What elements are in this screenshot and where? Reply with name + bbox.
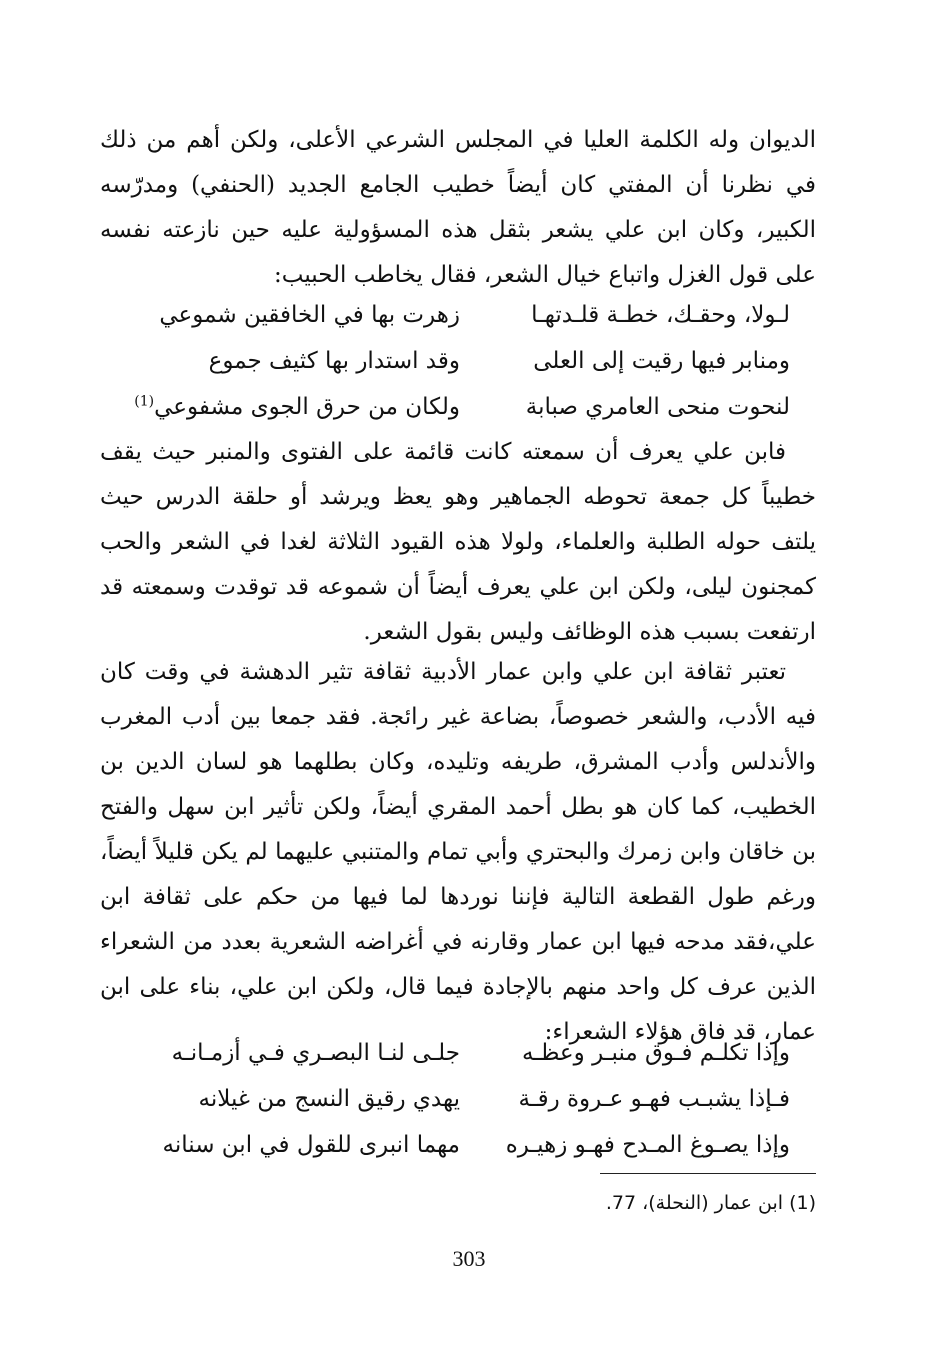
footnote-text: ابن عمار (النحلة)، 77. <box>605 1192 784 1214</box>
verse-first-hemistich: ومنابر فيها رقيت إلى العلى <box>533 348 790 374</box>
verse-second-hemistich: مهما انبرى للقول في ابن سنانه <box>162 1132 460 1158</box>
verse-first-hemistich: وإذا تكلـم فـوق منبـر وعظـه <box>522 1040 790 1066</box>
paragraph-block-1 <box>100 118 816 298</box>
footnote-separator <box>600 1173 816 1174</box>
paragraph: الديوان وله الكلمة العليا في المجلس الشرعي الأعلى، ولكن أهم من ذلك في نظرنا أن المفتي كان أيضاً خطيب الجامع الجديد (الحنفي) ومدرّسه الكبير، وكان ابن علي يشعر بثقل هذه المسؤولية عليه حين نازعته نفسه على قول الغزل واتباع خيال الشعر، فقال يخاطب الحبيب: <box>100 127 816 288</box>
page-number: 303 <box>452 1246 486 1271</box>
verse-second-hemistich <box>130 384 460 430</box>
verse-first-hemistich: فـإذا يشبـب فهـو عـروة رقـة <box>518 1086 790 1112</box>
verse-second-hemistich: زهرت بها في الخافقين شموعي <box>159 302 460 328</box>
verse-first-hemistich: لنحوت منحى العامري صبابة <box>525 394 790 420</box>
paragraph-block-2 <box>100 430 816 655</box>
verse <box>130 1030 790 1076</box>
footnote-marker: (1) <box>789 1192 816 1214</box>
footnote-reference[interactable]: (1) <box>134 393 155 410</box>
verse <box>130 1122 790 1168</box>
verse <box>130 338 790 384</box>
verse <box>130 1076 790 1122</box>
paragraph-block-3 <box>100 650 816 1055</box>
verse-first-hemistich: وإذا يصـوغ المـدح فهـو زهيـره <box>505 1132 790 1158</box>
poem-1 <box>130 292 790 430</box>
paragraph: فابن علي يعرف أن سمعته كانت قائمة على الفتوى والمنبر حيث يقف خطيباً كل جمعة تحوطه الجماهير وهو يعظ ويرشد أو حلقة الدرس حيث يلتف حوله الطلبة والعلماء، ولولا هذه القيود الثلاثة لغدا في الشعر والحب كمجنون ليلى، ولكن ابن علي يعرف أيضاً أن شموعه قد توقدت وسمعته قد ارتفعت بسبب هذه الوظائف وليس بقول الشعر. <box>100 439 816 645</box>
verse <box>130 292 790 338</box>
paragraph: تعتبر ثقافة ابن علي وابن عمار الأدبية ثقافة تثير الدهشة في وقت كان فيه الأدب، والشعر خصوصاً، بضاعة غير رائجة. فقد جمعا بين أدب المغرب والأندلس وأدب المشرق، طريفه وتليده، وكان بطلهما هو لسان الدين بن الخطيب، كما كان هو بطل أحمد المقري أيضاً، ولكن تأثير ابن سهل والفتح بن خاقان وابن زمرك والبحتري وأبي تمام والمتنبي عليهما لم يكن قليلاً أيضاً، ورغم طول القطعة التالية فإننا نوردها لما فيها من حكم على ثقافة ابن علي،فقد مدحه فيها ابن عمار وقارنه في أغراضه الشعرية بعدد من الشعراء الذين عرف كل واحد منهم بالإجادة فيما قال، ولكن ابن علي، بناء على ابن عمار، قد فاق هؤلاء الشعراء: <box>100 659 816 1045</box>
verse <box>130 384 790 430</box>
footnote <box>500 1188 816 1218</box>
verse-second-hemistich: يهدي رقيق النسج من غيلانه <box>198 1086 460 1112</box>
verse-text: ولكان من حرق الجوى مشفوعي <box>154 394 460 420</box>
verse-first-hemistich: لـولا، وحقـك، خطـة قلـدتهـا <box>531 302 790 328</box>
poem-2 <box>130 1030 790 1168</box>
verse-second-hemistich: جلـى لنـا البصـري فـي أزمـانـه <box>171 1040 460 1066</box>
verse-second-hemistich: وقد استدار بها كثيف جموع <box>208 348 460 374</box>
